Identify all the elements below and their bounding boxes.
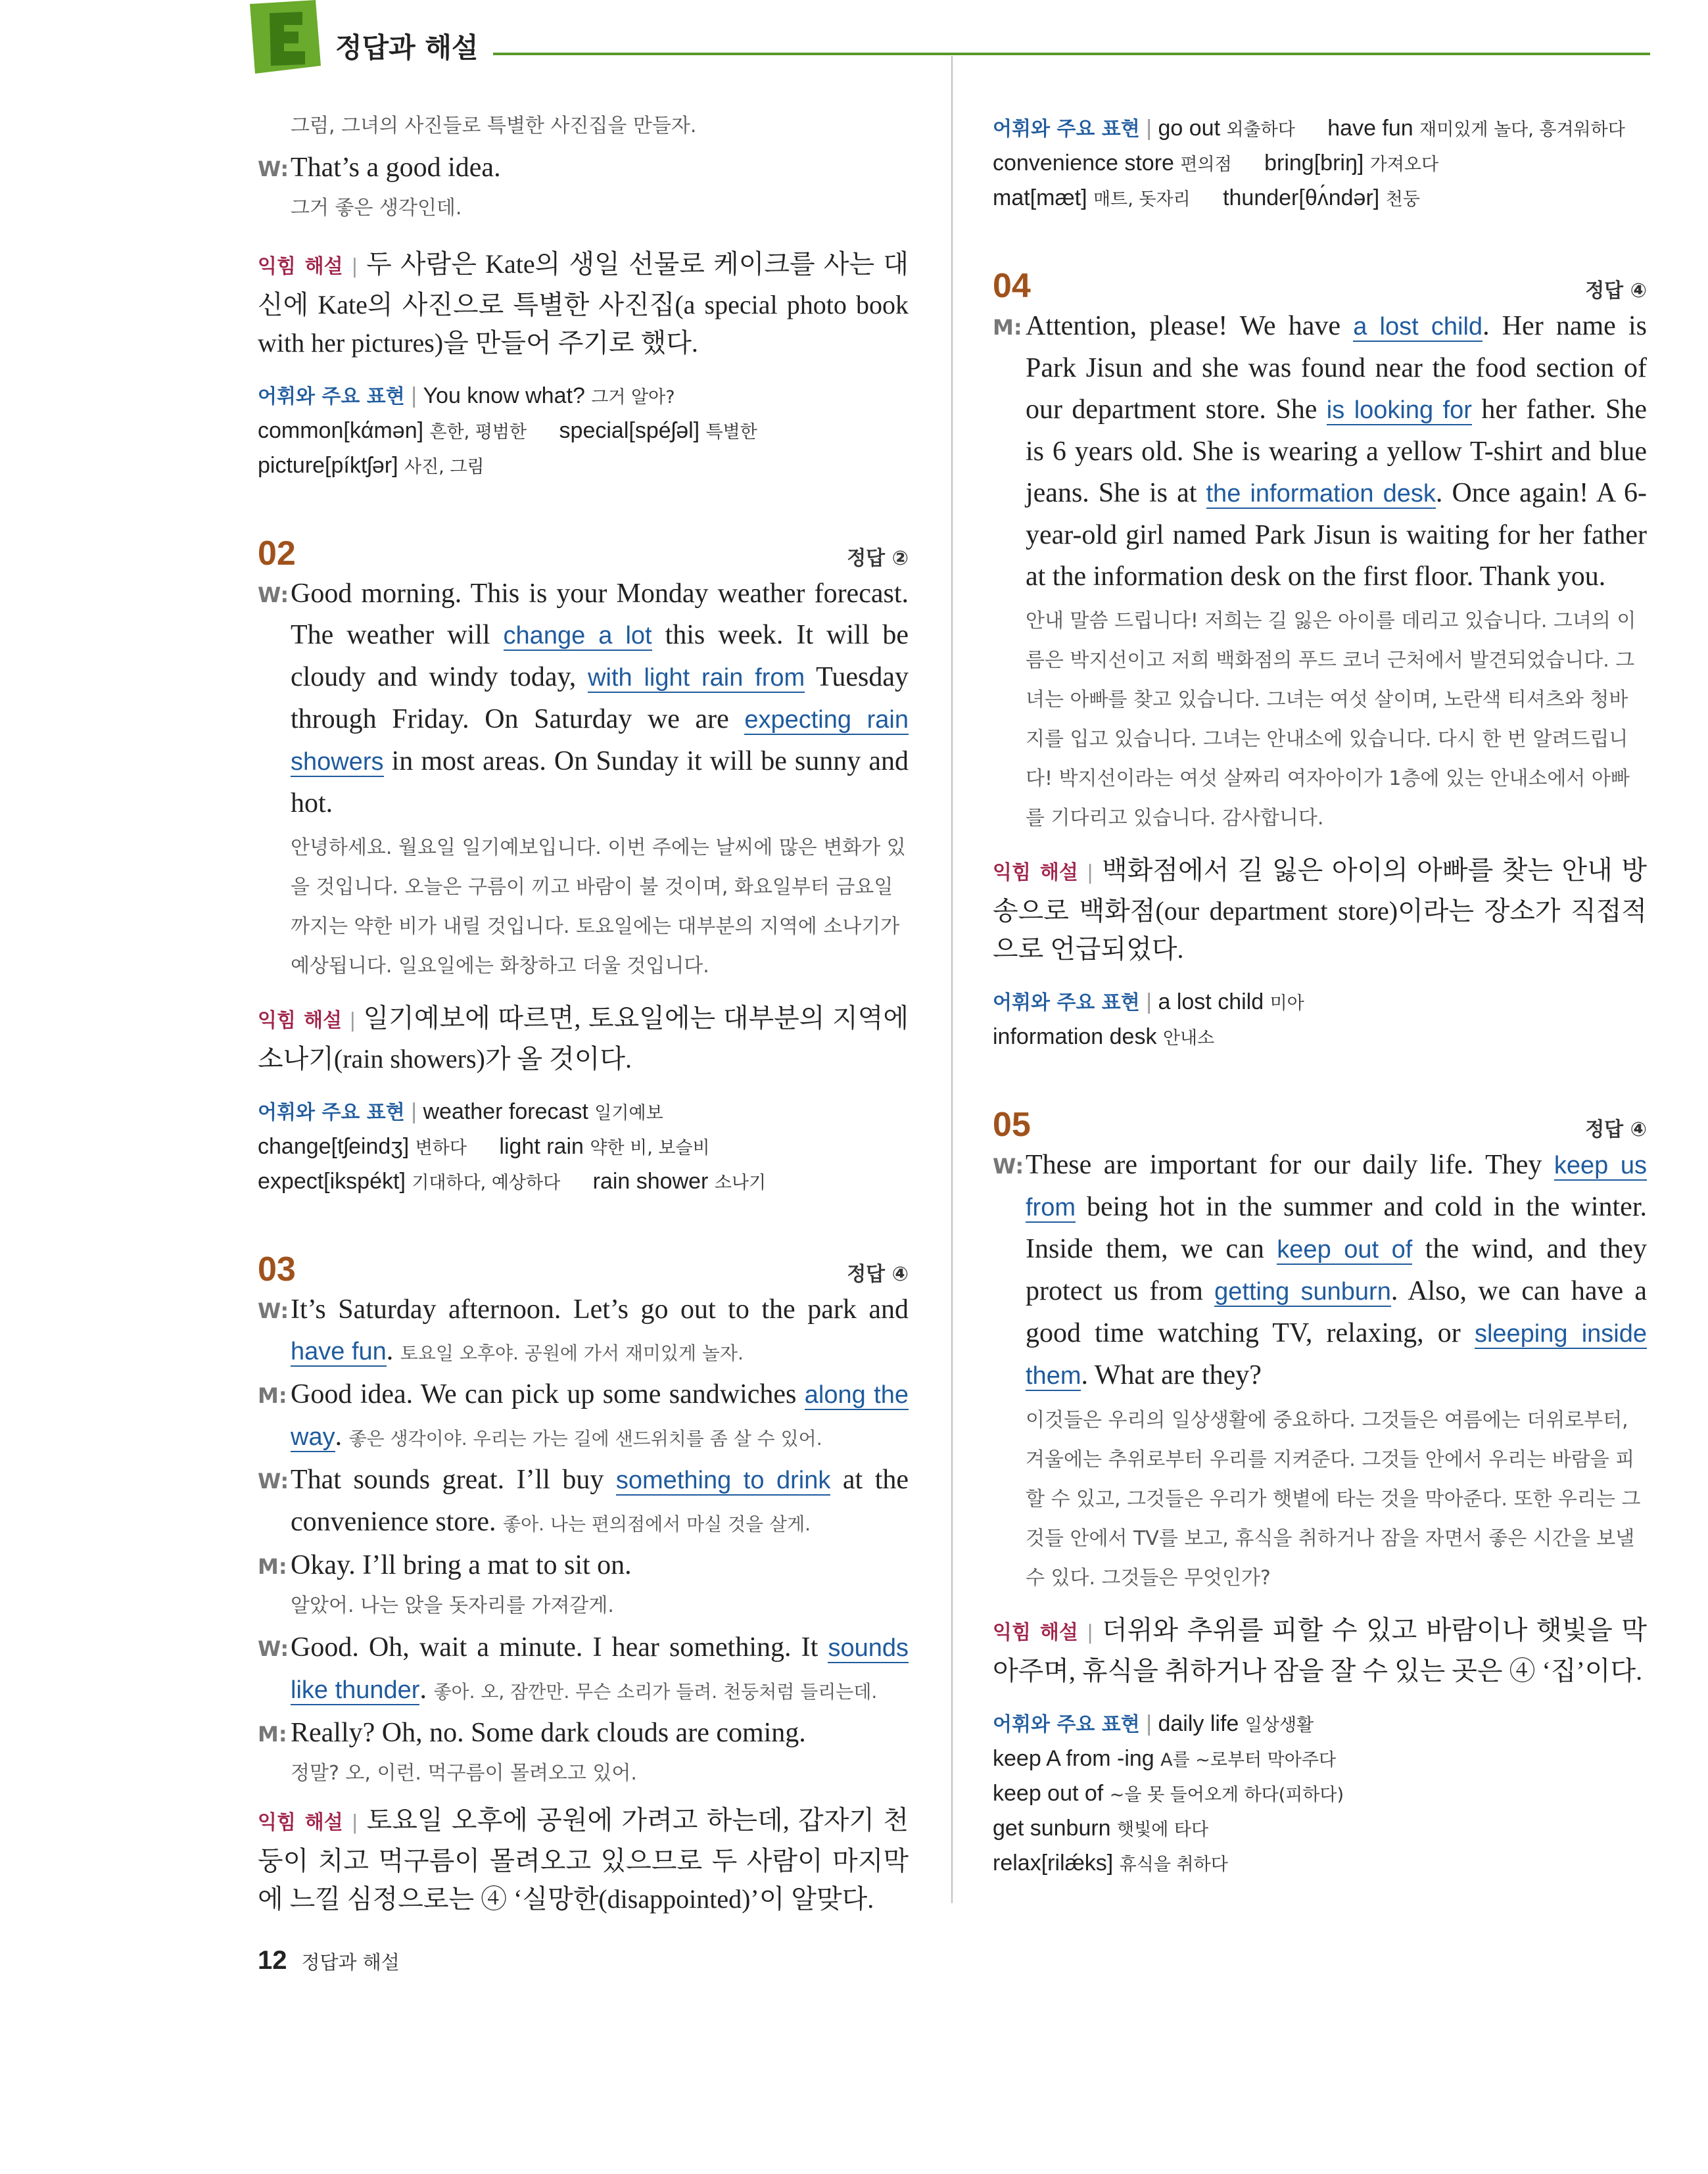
dialogue-text: Good. Oh, wait a minute. I hear something. It sounds like thunder. 좋아. 오, 잠깐만. 무슨 소리가 들려. 천둥처럼 들리는데. bbox=[291, 1632, 909, 1705]
vocab-term: go out bbox=[1158, 116, 1221, 141]
page-number: 12 bbox=[258, 1946, 287, 1975]
vocab-meaning: 재미있게 놀다, 흥겨워하다 bbox=[1419, 120, 1625, 140]
speaker-label: M: bbox=[258, 1554, 287, 1579]
speaker-label: W: bbox=[993, 1154, 1024, 1179]
section-heading-02 bbox=[258, 534, 909, 573]
dialogue-line bbox=[993, 1145, 1647, 1397]
key-phrase: sleeping inside them bbox=[1026, 1320, 1647, 1390]
key-phrase: with light rain from bbox=[588, 664, 805, 692]
explanation-text: 토요일 오후에 공원에 가려고 하는데, 갑자기 천둥이 치고 먹구름이 몰려오고 있으므로 두 사람이 마지막에 느낄 심정으로는 ④ ‘실망한(disappointed)’이 알맞다. bbox=[258, 1805, 909, 1914]
vocab-meaning: 휴식을 취하다 bbox=[1119, 1855, 1228, 1875]
vocab-term: have fun bbox=[1327, 116, 1413, 141]
vocab-meaning: 흔한, 평범한 bbox=[429, 422, 527, 442]
section-number: 04 bbox=[993, 267, 1031, 305]
speaker-label: W: bbox=[258, 1469, 289, 1494]
inline-translation: 좋아. 오, 잠깐만. 무슨 소리가 들려. 천둥처럼 들리는데. bbox=[433, 1681, 878, 1703]
explanation-label: 익힘 해설 bbox=[993, 1621, 1078, 1644]
right-column bbox=[993, 112, 1647, 1881]
key-phrase: a lost child bbox=[1353, 313, 1483, 341]
dialogue-line bbox=[258, 1289, 909, 1374]
key-phrase: along the way bbox=[291, 1381, 909, 1451]
key-phrase: the information desk bbox=[1206, 480, 1436, 508]
key-phrase: sounds like thunder bbox=[291, 1634, 909, 1704]
vocab-term: common[kάmən] bbox=[258, 418, 424, 443]
speaker-label: M: bbox=[258, 1722, 287, 1747]
answer-label: 정답 ② bbox=[847, 547, 909, 570]
dialogue-text: That’s a good idea. bbox=[291, 153, 501, 183]
header-title: 정답과 해설 bbox=[335, 32, 479, 64]
explanation: 익힘 해설 | 더위와 추위를 피할 수 있고 바람이나 햇빛을 막아주며, 휴식을 취하거나 잠을 잘 수 있는 곳은 ④ ‘집’이다. bbox=[993, 1615, 1647, 1686]
section-number: 02 bbox=[258, 534, 296, 573]
dialogue-text: That sounds great. I’ll buy something to drink at the convenience store. 좋아. 나는 편의점에서 마실 것을 살게. bbox=[291, 1465, 909, 1537]
key-phrase: is looking for bbox=[1326, 396, 1472, 424]
speaker-label: M: bbox=[258, 1383, 287, 1408]
explanation: 익힘 해설 | 두 사람은 Kate의 생일 선물로 케이크를 사는 대신에 Kate의 사진으로 특별한 사진집(a special photo book with her pictures)을 만들어 주기로 했다. bbox=[258, 249, 909, 358]
vocab-meaning: 외출하다 bbox=[1226, 120, 1295, 140]
vocab-term: mat[mæt] bbox=[993, 185, 1087, 210]
dialogue-line bbox=[993, 306, 1647, 598]
dialogue-line bbox=[258, 573, 909, 824]
explanation: 익힘 해설 | 백화점에서 길 잃은 아이의 아빠를 찾는 안내 방송으로 백화점(our department store)이라는 장소가 직접적으로 언급되었다. bbox=[993, 855, 1647, 964]
dialogue-text: It’s Saturday afternoon. Let’s go out to the park and have fun. 토요일 오후야. 공원에 가서 재미있게 놀자. bbox=[291, 1294, 909, 1366]
dialogue-text: These are important for our daily life. They keep us from being hot in the summer and cold in the winter. Inside them, we can keep out of the wind, and they protect us from getting sunburn. Also, we can have a good time watching TV, relaxing, or sleeping inside them. What are they? bbox=[1026, 1150, 1647, 1390]
vocab-term: light rain bbox=[499, 1134, 584, 1159]
vocab-label: 어휘와 주요 표현 bbox=[993, 991, 1140, 1014]
speaker-label: W: bbox=[258, 1298, 289, 1323]
speaker-label: M: bbox=[993, 315, 1022, 340]
vocabulary-box: 어휘와 주요 표현 | daily life 일상생활 keep A from -ing A를 ~로부터 막아주다 keep out of ~을 못 들어오게 하다(피하다) get sunburn 햇빛에 타다 relax[rilǽks] 휴식을 취하다 bbox=[993, 1711, 1344, 1876]
vocab-term: expect[ikspékt] bbox=[258, 1169, 406, 1194]
key-phrase: expecting rain showers bbox=[291, 706, 909, 776]
vocab-meaning: 사진, 그림 bbox=[404, 457, 485, 477]
speaker-label: W: bbox=[258, 156, 289, 181]
explanation: 익힘 해설 | 일기예보에 따르면, 토요일에는 대부분의 지역에 소나기(rain showers)가 올 것이다. bbox=[258, 1003, 909, 1074]
header-rule bbox=[493, 53, 1650, 55]
explanation-label: 익힘 해설 bbox=[258, 1009, 343, 1032]
vocab-term: You know what? bbox=[423, 383, 585, 408]
vocab-label: 어휘와 주요 표현 bbox=[993, 1713, 1140, 1736]
dialogue-translation: 알았어. 나는 앉을 돗자리를 가져갈게. bbox=[291, 1594, 614, 1617]
vocabulary-box: 어휘와 주요 표현 | go out 외출하다 have fun 재미있게 놀다, 흥겨워하다 convenience store 편의점 bring[briŋ] 가져오다 mat[mæt] 매트, 돗자리 thunder[θʌ́ndər] 천둥 bbox=[993, 116, 1625, 210]
vocab-meaning: ~을 못 들어오게 하다(피하다) bbox=[1109, 1785, 1344, 1805]
key-phrase: keep us from bbox=[1026, 1152, 1647, 1221]
key-phrase: change a lot bbox=[503, 622, 652, 650]
vocabulary-box: 어휘와 주요 표현 | You know what? 그거 알아? common[kάmən] 흔한, 평범한 special[spéʃəl] 특별한 picture[píktʃər] 사진, 그림 bbox=[258, 383, 757, 478]
speaker-label: W: bbox=[258, 1636, 289, 1661]
key-phrase: getting sunburn bbox=[1214, 1278, 1391, 1306]
explanation-label: 익힘 해설 bbox=[258, 255, 343, 278]
dialogue-translation: 안녕하세요. 월요일 일기예보입니다. 이번 주에는 날씨에 많은 변화가 있을 것입니다. 오늘은 구름이 끼고 바람이 불 것이며, 화요일부터 금요일까지는 약한 비가 내릴 것입니다. 토요일에는 대부분의 지역에 소나기가 예상됩니다. 일요일에는 화창하고 더울 것입니다. bbox=[291, 836, 906, 978]
dialogue-text: Good idea. We can pick up some sandwiches along the way. 좋은 생각이야. 우리는 가는 길에 샌드위치를 좀 살 수 있어. bbox=[291, 1379, 909, 1452]
section-heading-03 bbox=[258, 1250, 909, 1289]
column-divider bbox=[951, 56, 953, 1903]
dialogue-line bbox=[258, 1627, 909, 1713]
vocab-term: bring[briŋ] bbox=[1264, 151, 1364, 176]
explanation-label: 익힘 해설 bbox=[258, 1811, 343, 1834]
dialogue-line bbox=[258, 1374, 909, 1459]
vocab-term: weather forecast bbox=[423, 1099, 588, 1124]
vocab-meaning: 편의점 bbox=[1180, 154, 1232, 175]
vocab-term: keep out of bbox=[993, 1781, 1104, 1806]
vocab-meaning: 미아 bbox=[1269, 993, 1304, 1014]
explanation-label: 익힘 해설 bbox=[993, 861, 1078, 884]
vocab-meaning: 가져오다 bbox=[1369, 154, 1439, 175]
vocab-label: 어휘와 주요 표현 bbox=[258, 1101, 405, 1124]
explanation-text: 백화점에서 길 잃은 아이의 아빠를 찾는 안내 방송으로 백화점(our department store)이라는 장소가 직접적으로 언급되었다. bbox=[993, 855, 1647, 964]
dialogue-text: Good morning. This is your Monday weather forecast. The weather will change a lot this week. It will be cloudy and windy today, with light rain from Tuesday through Friday. On Saturday we are expecting rain showers in most areas. On Sunday it will be sunny and hot. bbox=[291, 579, 909, 818]
dialogue-line bbox=[258, 1713, 909, 1755]
vocab-meaning: 천둥 bbox=[1385, 189, 1420, 210]
explanation-text: 더위와 추위를 피할 수 있고 바람이나 햇빛을 막아주며, 휴식을 취하거나 잠을 잘 수 있는 곳은 ④ ‘집’이다. bbox=[993, 1615, 1647, 1686]
vocab-term: information desk bbox=[993, 1024, 1157, 1049]
vocabulary-box: 어휘와 주요 표현 | weather forecast 일기예보 change[tʃeindʒ] 변하다 light rain 약한 비, 보슬비 expect[ikspékt] 기대하다, 예상하다 rain shower 소나기 bbox=[258, 1099, 767, 1194]
vocab-meaning: 기대하다, 예상하다 bbox=[412, 1173, 561, 1193]
key-phrase: something to drink bbox=[615, 1467, 831, 1494]
dialogue-line bbox=[258, 147, 909, 190]
vocab-term: relax[rilǽks] bbox=[993, 1851, 1114, 1876]
explanation-text: 일기예보에 따르면, 토요일에는 대부분의 지역에 소나기(rain showers)가 올 것이다. bbox=[258, 1003, 909, 1074]
explanation-text: 두 사람은 Kate의 생일 선물로 케이크를 사는 대신에 Kate의 사진으로 특별한 사진집(a special photo book with her pictures)을 만들어 주기로 했다. bbox=[258, 249, 909, 358]
vocab-meaning: 특별한 bbox=[705, 422, 757, 442]
vocab-meaning: 일기예보 bbox=[594, 1103, 663, 1123]
inline-translation: 좋은 생각이야. 우리는 가는 길에 샌드위치를 좀 살 수 있어. bbox=[348, 1428, 822, 1450]
vocab-label: 어휘와 주요 표현 bbox=[258, 385, 405, 408]
vocab-meaning: 일상생활 bbox=[1245, 1715, 1314, 1736]
vocab-meaning: 매트, 돗자리 bbox=[1093, 189, 1191, 210]
footer-title: 정답과 해설 bbox=[301, 1951, 400, 1973]
answer-label: 정답 ④ bbox=[1585, 1118, 1647, 1141]
answer-label: 정답 ④ bbox=[1585, 279, 1647, 302]
vocab-meaning: 약한 비, 보슬비 bbox=[590, 1138, 710, 1158]
section-number: 03 bbox=[258, 1250, 296, 1288]
vocab-meaning: A를 ~로부터 막아주다 bbox=[1160, 1750, 1337, 1770]
inline-translation: 좋아. 나는 편의점에서 마실 것을 살게. bbox=[503, 1513, 811, 1535]
vocab-term: thunder[θʌ́ndər] bbox=[1223, 185, 1380, 210]
page-footer bbox=[258, 1946, 400, 1975]
vocab-meaning: 소나기 bbox=[714, 1173, 767, 1193]
vocab-term: special[spéʃəl] bbox=[559, 418, 700, 443]
chapter-logo-icon bbox=[250, 0, 329, 76]
key-phrase: keep out of bbox=[1277, 1236, 1413, 1264]
vocab-term: get sunburn bbox=[993, 1816, 1111, 1841]
vocab-label: 어휘와 주요 표현 bbox=[993, 118, 1140, 141]
dialogue-translation: 그거 좋은 생각인데. bbox=[291, 197, 462, 220]
dialogue-translation: 정말? 오, 이런. 먹구름이 몰려오고 있어. bbox=[291, 1762, 637, 1785]
dialogue-text: Attention, please! We have a lost child. Her name is Park Jisun and she was found near the food section of our department store. She is looking for her father. She is 6 years old. She is wearing a yellow T-shirt and blue jeans. She is at the information desk. Once again! A 6-year-old girl named Park Jisun is waiting for her father at the information desk on the first floor. Thank you. bbox=[1026, 311, 1647, 592]
dialogue-line bbox=[258, 1459, 909, 1545]
vocab-meaning: 그거 알아? bbox=[591, 387, 675, 408]
section-number: 05 bbox=[993, 1106, 1031, 1144]
dialogue-translation: 이것들은 우리의 일상생활에 중요하다. 그것들은 여름에는 더위로부터, 겨울에는 추위로부터 우리를 지켜준다. 그것들 안에서 우리는 바람을 피할 수 있고, 그것들은 우리가 햇볕에 타는 것을 막아준다. 또한 우리는 그것들 안에서 TV를 보고, 휴식을 취하거나 잠을 자면서 좋은 시간을 보낼 수 있다. 그것들은 무엇인가? bbox=[1026, 1409, 1641, 1590]
vocabulary-box: 어휘와 주요 표현 | a lost child 미아 information desk 안내소 bbox=[993, 989, 1304, 1049]
vocab-term: rain shower bbox=[592, 1169, 709, 1194]
dialogue-translation: 안내 말씀 드립니다! 저희는 길 잃은 아이를 데리고 있습니다. 그녀의 이름은 박지선이고 저희 백화점의 푸드 코너 근처에서 발견되었습니다. 그녀는 아빠를 찾고 있습니다. 그녀는 여섯 살이며, 노란색 티셔츠와 청바지를 입고 있습니다. 그녀는 안내소에 있습니다. 다시 한 번 알려드립니다! 박지선이라는 여섯 살짜리 여자아이가 1층에 있는 안내소에서 아빠를 기다리고 있습니다. 감사합니다. bbox=[1026, 609, 1636, 830]
section-heading-05 bbox=[993, 1105, 1647, 1145]
dialogue-text: Okay. I’ll bring a mat to sit on. bbox=[291, 1550, 632, 1580]
vocab-meaning: 변하다 bbox=[415, 1138, 467, 1158]
key-phrase: have fun bbox=[291, 1338, 387, 1365]
vocab-term: keep A from -ing bbox=[993, 1746, 1154, 1771]
vocab-meaning: 햇빛에 타다 bbox=[1117, 1820, 1209, 1840]
vocab-term: daily life bbox=[1158, 1711, 1239, 1736]
vocab-term: convenience store bbox=[993, 151, 1174, 176]
section-heading-04 bbox=[993, 266, 1647, 306]
vocab-term: change[tʃeindʒ] bbox=[258, 1134, 410, 1159]
vocab-term: a lost child bbox=[1158, 989, 1264, 1014]
dialogue-text: Really? Oh, no. Some dark clouds are coming. bbox=[291, 1718, 806, 1748]
vocab-meaning: 안내소 bbox=[1162, 1028, 1215, 1049]
page-header bbox=[250, 0, 1650, 79]
left-column bbox=[258, 112, 909, 1918]
inline-translation: 토요일 오후야. 공원에 가서 재미있게 놀자. bbox=[400, 1342, 744, 1364]
dialogue-translation: 그럼, 그녀의 사진들로 특별한 사진집을 만들자. bbox=[291, 114, 697, 137]
answer-label: 정답 ④ bbox=[847, 1263, 909, 1286]
speaker-label: W: bbox=[258, 582, 289, 607]
vocab-term: picture[píktʃər] bbox=[258, 453, 398, 478]
dialogue-line bbox=[258, 1545, 909, 1588]
explanation: 익힘 해설 | 토요일 오후에 공원에 가려고 하는데, 갑자기 천둥이 치고 먹구름이 몰려오고 있으므로 두 사람이 마지막에 느낄 심정으로는 ④ ‘실망한(disappointed)’이 알맞다. bbox=[258, 1805, 909, 1914]
